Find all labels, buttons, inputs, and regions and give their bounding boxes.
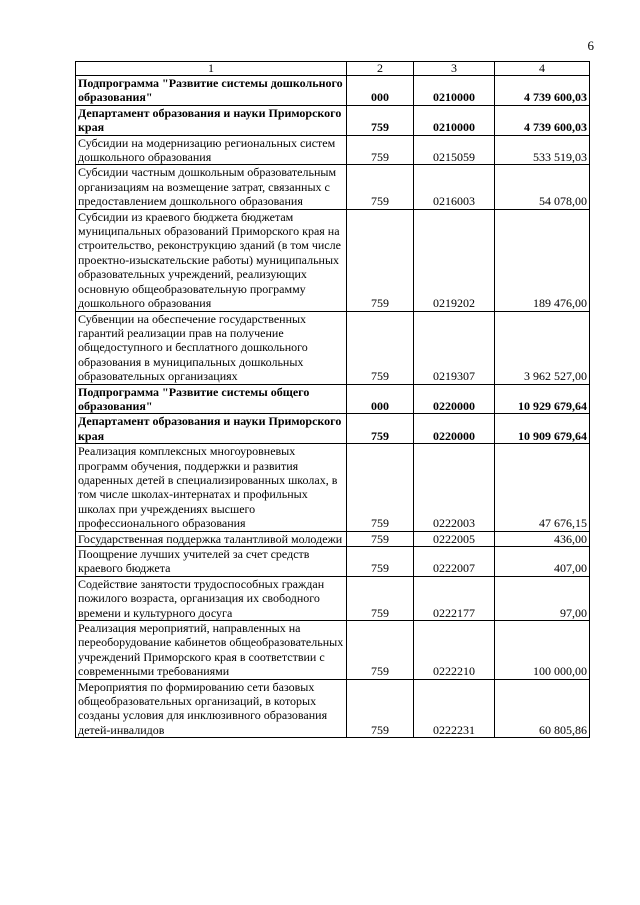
row-csr-cell: 0222007 [414, 547, 495, 577]
row-name-cell: Поощрение лучших учителей за счет средств краевого бюджета [76, 547, 347, 577]
row-code-cell: 759 [347, 576, 414, 620]
table-row [76, 531, 590, 546]
row-code-cell: 759 [347, 531, 414, 546]
table-row [76, 576, 590, 620]
row-code-cell: 759 [347, 209, 414, 311]
row-csr-cell: 0210000 [414, 76, 495, 106]
row-name-cell: Государственная поддержка талантливой молодежи [76, 531, 347, 546]
row-csr-cell: 0222231 [414, 679, 495, 738]
page-number: 6 [587, 38, 594, 53]
row-code-cell: 759 [347, 311, 414, 384]
row-amount-cell: 10 909 679,64 [495, 414, 590, 444]
row-name-cell: Реализация мероприятий, направленных на переоборудование кабинетов общеобразовательных учреждений Приморского края в соответствии с современными требованиями [76, 621, 347, 680]
row-name-cell: Субвенции на обеспечение государственных гарантий реализации прав на получение общедоступного и бесплатного дошкольного образования в муниципальных дошкольных образовательных организациях [76, 311, 347, 384]
row-csr-cell: 0222177 [414, 576, 495, 620]
row-csr-cell: 0219307 [414, 311, 495, 384]
table-row [76, 165, 590, 209]
row-code-cell: 759 [347, 135, 414, 165]
row-code-cell: 759 [347, 165, 414, 209]
row-csr-cell: 0222210 [414, 621, 495, 680]
row-amount-cell: 4 739 600,03 [495, 105, 590, 135]
row-amount-cell: 4 739 600,03 [495, 76, 590, 106]
row-csr-cell: 0210000 [414, 105, 495, 135]
row-name-cell: Подпрограмма "Развитие системы дошкольного образования" [76, 76, 347, 106]
row-code-cell: 759 [347, 679, 414, 738]
row-csr-cell: 0220000 [414, 414, 495, 444]
row-amount-cell: 3 962 527,00 [495, 311, 590, 384]
table-row [76, 311, 590, 384]
table-row [76, 135, 590, 165]
row-code-cell: 759 [347, 414, 414, 444]
header-col-2: 2 [347, 62, 414, 76]
row-name-cell: Департамент образования и науки Приморского края [76, 414, 347, 444]
row-name-cell: Субсидии частным дошкольным образовательным организациям на возмещение затрат, связанных с предоставлением дошкольного образования [76, 165, 347, 209]
row-code-cell: 759 [347, 444, 414, 531]
row-name-cell: Мероприятия по формированию сети базовых общеобразовательных организаций, в которых созданы условия для инклюзивного образования детей-инвалидов [76, 679, 347, 738]
table-row [76, 384, 590, 414]
row-name-cell: Субсидии из краевого бюджета бюджетам муниципальных образований Приморского края на строительство, реконструкцию зданий (в том числе проектно-изыскательские работы) муниципальных образовательных учреждений, реализующих основную общеобразовательную программу дошкольного образования [76, 209, 347, 311]
row-code-cell: 000 [347, 384, 414, 414]
row-amount-cell: 97,00 [495, 576, 590, 620]
row-amount-cell: 10 929 679,64 [495, 384, 590, 414]
table-row [76, 679, 590, 738]
row-amount-cell: 189 476,00 [495, 209, 590, 311]
row-code-cell: 759 [347, 547, 414, 577]
row-code-cell: 000 [347, 76, 414, 106]
row-amount-cell: 407,00 [495, 547, 590, 577]
row-csr-cell: 0219202 [414, 209, 495, 311]
row-name-cell: Департамент образования и науки Приморского края [76, 105, 347, 135]
header-col-4: 4 [495, 62, 590, 76]
row-amount-cell: 47 676,15 [495, 444, 590, 531]
table-row [76, 621, 590, 680]
row-csr-cell: 0220000 [414, 384, 495, 414]
row-name-cell: Содействие занятости трудоспособных граждан пожилого возраста, организация их свободного времени и культурного досуга [76, 576, 347, 620]
table-row [76, 444, 590, 531]
row-csr-cell: 0222003 [414, 444, 495, 531]
row-amount-cell: 100 000,00 [495, 621, 590, 680]
row-name-cell: Подпрограмма "Развитие системы общего образования" [76, 384, 347, 414]
row-csr-cell: 0216003 [414, 165, 495, 209]
header-col-1: 1 [76, 62, 347, 76]
row-name-cell: Субсидии на модернизацию региональных систем дошкольного образования [76, 135, 347, 165]
row-name-cell: Реализация комплексных многоуровневых программ обучения, поддержки и развития одаренных детей в специализированных школах, в том числе школах-интернатах и профильных школах при учреждениях высшего профессионального образования [76, 444, 347, 531]
table-row [76, 414, 590, 444]
table-row [76, 76, 590, 106]
row-amount-cell: 533 519,03 [495, 135, 590, 165]
row-csr-cell: 0222005 [414, 531, 495, 546]
table-header-row [76, 62, 590, 76]
table-row [76, 209, 590, 311]
header-col-3: 3 [414, 62, 495, 76]
row-csr-cell: 0215059 [414, 135, 495, 165]
row-code-cell: 759 [347, 621, 414, 680]
table-row [76, 547, 590, 577]
row-code-cell: 759 [347, 105, 414, 135]
row-amount-cell: 436,00 [495, 531, 590, 546]
budget-table [75, 61, 590, 738]
table-row [76, 105, 590, 135]
row-amount-cell: 54 078,00 [495, 165, 590, 209]
row-amount-cell: 60 805,86 [495, 679, 590, 738]
